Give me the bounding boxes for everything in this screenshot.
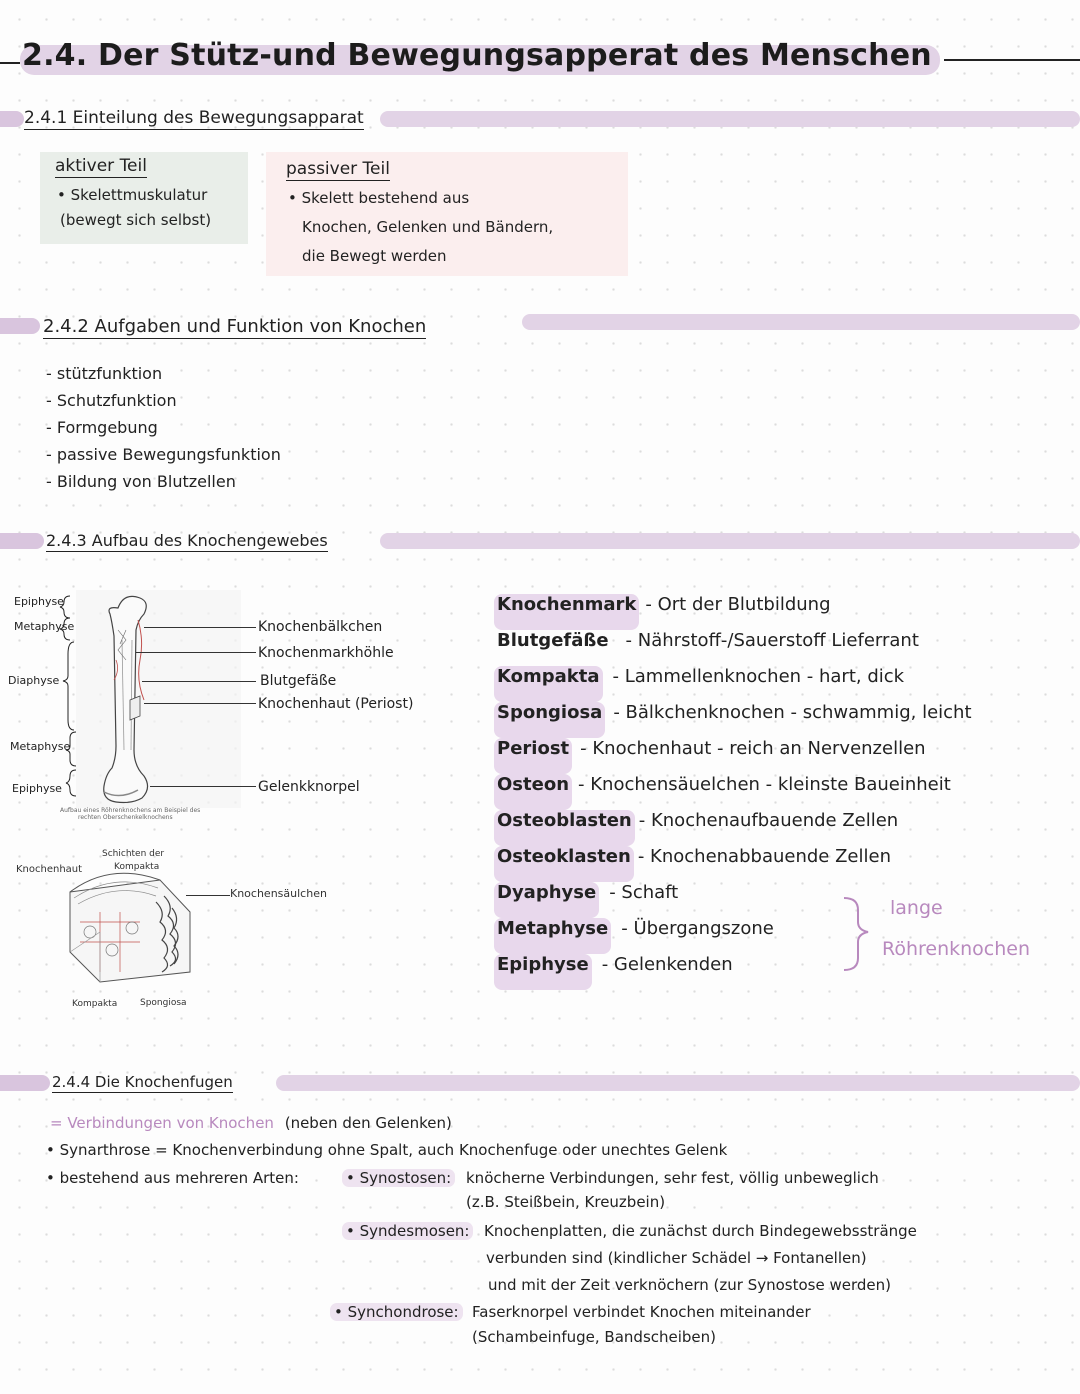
detail-label: Spongiosa (140, 998, 187, 1008)
section-marker (0, 533, 44, 549)
section-bar (380, 111, 1080, 127)
synchondrose-term: • Synchondrose: (330, 1303, 463, 1321)
passive-part-title: passiver Teil (286, 159, 390, 179)
figure-label-epiphyse: Epiphyse (12, 782, 62, 795)
syndesmosen-term: • Syndesmosen: (342, 1222, 473, 1240)
list-item (494, 666, 972, 702)
term: Knochenmark (494, 594, 639, 630)
types-intro: • bestehend aus mehreren Arten: (46, 1169, 299, 1187)
figure-caption: Aufbau eines Röhrenknochens am Beispiel des (60, 807, 201, 814)
bone-functions-list (46, 364, 281, 499)
figure-label-knochenhaut: Knochenhaut (Periost) (258, 696, 414, 712)
term-definition: - Schaft (609, 882, 679, 903)
list-item: - Formgebung (46, 418, 158, 437)
list-item: - Bildung von Blutzellen (46, 472, 236, 491)
term-definition: - Nährstoff-/Sauerstoff Lieferrant (625, 630, 919, 651)
detail-label: Knochenhaut (16, 864, 83, 875)
syndesmosen-definition: und mit der Zeit verknöchern (zur Synostose werden) (488, 1276, 891, 1294)
leader-line (136, 652, 256, 653)
term-definition: - Ort der Blutbildung (645, 594, 831, 615)
bone-terms-list (494, 594, 972, 990)
passive-part-line: Knochen, Gelenken und Bändern, (302, 218, 554, 236)
list-item (494, 810, 972, 846)
section-bar (522, 314, 1080, 330)
term-definition: - Knochenabbauende Zellen (637, 846, 891, 867)
term: Osteoklasten (494, 846, 634, 882)
long-bone-illustration (56, 590, 256, 810)
passive-part-line: • Skelett bestehend aus (288, 189, 470, 207)
definition-rest: (neben den Gelenken) (284, 1114, 452, 1132)
term-definition: - Lammellenknochen - hart, dick (612, 666, 905, 687)
figure-label-knochenbaelkchen: Knochenbälkchen (258, 619, 383, 635)
figure-label-epiphyse: Epiphyse (14, 595, 64, 608)
section-heading-2-4-2: 2.4.2 Aufgaben und Funktion von Knochen (43, 316, 427, 337)
section-marker (0, 111, 24, 127)
brace-note: Röhrenknochen (882, 938, 1031, 960)
knochenfugen-definition (50, 1114, 452, 1132)
passive-part-line: die Bewegt werden (302, 247, 447, 265)
section-heading-2-4-3: 2.4.3 Aufbau des Knochengewebes (46, 531, 328, 550)
term-definition: - Knochensäuelchen - kleinste Baueinheit (578, 774, 951, 795)
term: Kompakta (494, 666, 603, 702)
list-item (494, 702, 972, 738)
list-item (494, 630, 972, 666)
term: Osteoblasten (494, 810, 635, 846)
term: Periost (494, 738, 572, 774)
term-definition: - Knochenaufbauende Zellen (638, 810, 899, 831)
detail-label: Kompakta (72, 999, 118, 1009)
figure-label-metaphyse: Metaphyse (14, 620, 75, 633)
title-rule-right (944, 59, 1080, 61)
figure-label-diaphyse: Diaphyse (8, 674, 60, 687)
section-bar (276, 1075, 1080, 1091)
detail-label: Kompakta (114, 862, 160, 872)
figure-label-gelenkknorpel: Gelenkknorpel (258, 779, 360, 795)
term: Metaphyse (494, 918, 611, 954)
synchondrose-examples: (Schambeinfuge, Bandscheiben) (472, 1328, 717, 1346)
synarthrose-line: • Synarthrose = Knochenverbindung ohne Spalt, auch Knochenfuge oder unechtes Gelenk (46, 1141, 728, 1159)
syndesmosen-definition: Knochenplatten, die zunächst durch Bindegewebsstränge (484, 1222, 917, 1240)
leader-line (144, 703, 256, 704)
figure-label-metaphyse: Metaphyse (10, 740, 71, 753)
figure-caption: rechten Oberschenkelknochens (78, 814, 173, 821)
active-part-title: aktiver Teil (55, 156, 147, 176)
synostosen-term: • Synostosen: (342, 1169, 455, 1187)
term: Blutgefäße (497, 630, 609, 651)
term-definition: - Bälkchenknochen - schwammig, leicht (613, 702, 972, 723)
compact-bone-detail-illustration (60, 872, 200, 992)
term-definition: - Knochenhaut - reich an Nervenzellen (580, 738, 926, 759)
page-title: 2.4. Der Stütz-und Bewegungsapperat des Menschen (22, 38, 932, 73)
title-rule-left (0, 62, 20, 64)
leader-line (150, 786, 256, 787)
term: Osteon (494, 774, 572, 810)
section-heading-2-4-1: 2.4.1 Einteilung des Bewegungsapparat (24, 108, 364, 128)
list-item: - passive Bewegungsfunktion (46, 445, 281, 464)
list-item (494, 738, 972, 774)
section-bar (380, 533, 1080, 549)
list-item (494, 774, 972, 810)
list-item (494, 846, 972, 882)
synostosen-definition: knöcherne Verbindungen, sehr fest, völlig unbeweglich (466, 1169, 879, 1187)
figure-label-knochenmarkhoehle: Knochenmarkhöhle (258, 645, 394, 661)
curly-brace (838, 894, 872, 974)
term: Dyaphyse (494, 882, 599, 918)
synostosen-examples: (z.B. Steißbein, Kreuzbein) (466, 1193, 666, 1211)
detail-label: Knochensäulchen (230, 887, 327, 900)
leader-line (144, 627, 256, 628)
active-part-line: (bewegt sich selbst) (60, 211, 212, 229)
figure-label-blutgefaesse: Blutgefäße (260, 673, 337, 689)
term: Spongiosa (494, 702, 605, 738)
brace-note: lange (890, 897, 943, 919)
active-part-line: • Skelettmuskulatur (57, 186, 208, 204)
term: Epiphyse (494, 954, 592, 990)
section-marker (0, 1075, 50, 1091)
section-marker (0, 318, 40, 334)
term-definition: - Übergangszone (621, 918, 774, 939)
definition-highlight: = Verbindungen von Knochen (50, 1114, 274, 1132)
list-item: - stützfunktion (46, 364, 163, 383)
leader-line (142, 681, 256, 682)
section-heading-2-4-4: 2.4.4 Die Knochenfugen (52, 1073, 233, 1091)
list-item: - Schutzfunktion (46, 391, 177, 410)
term-definition: - Gelenkenden (601, 954, 733, 975)
detail-label: Schichten der (102, 849, 165, 859)
synchondrose-definition: Faserknorpel verbindet Knochen miteinander (472, 1303, 811, 1321)
syndesmosen-definition: verbunden sind (kindlicher Schädel → Fontanellen) (486, 1249, 867, 1267)
list-item (494, 594, 972, 630)
